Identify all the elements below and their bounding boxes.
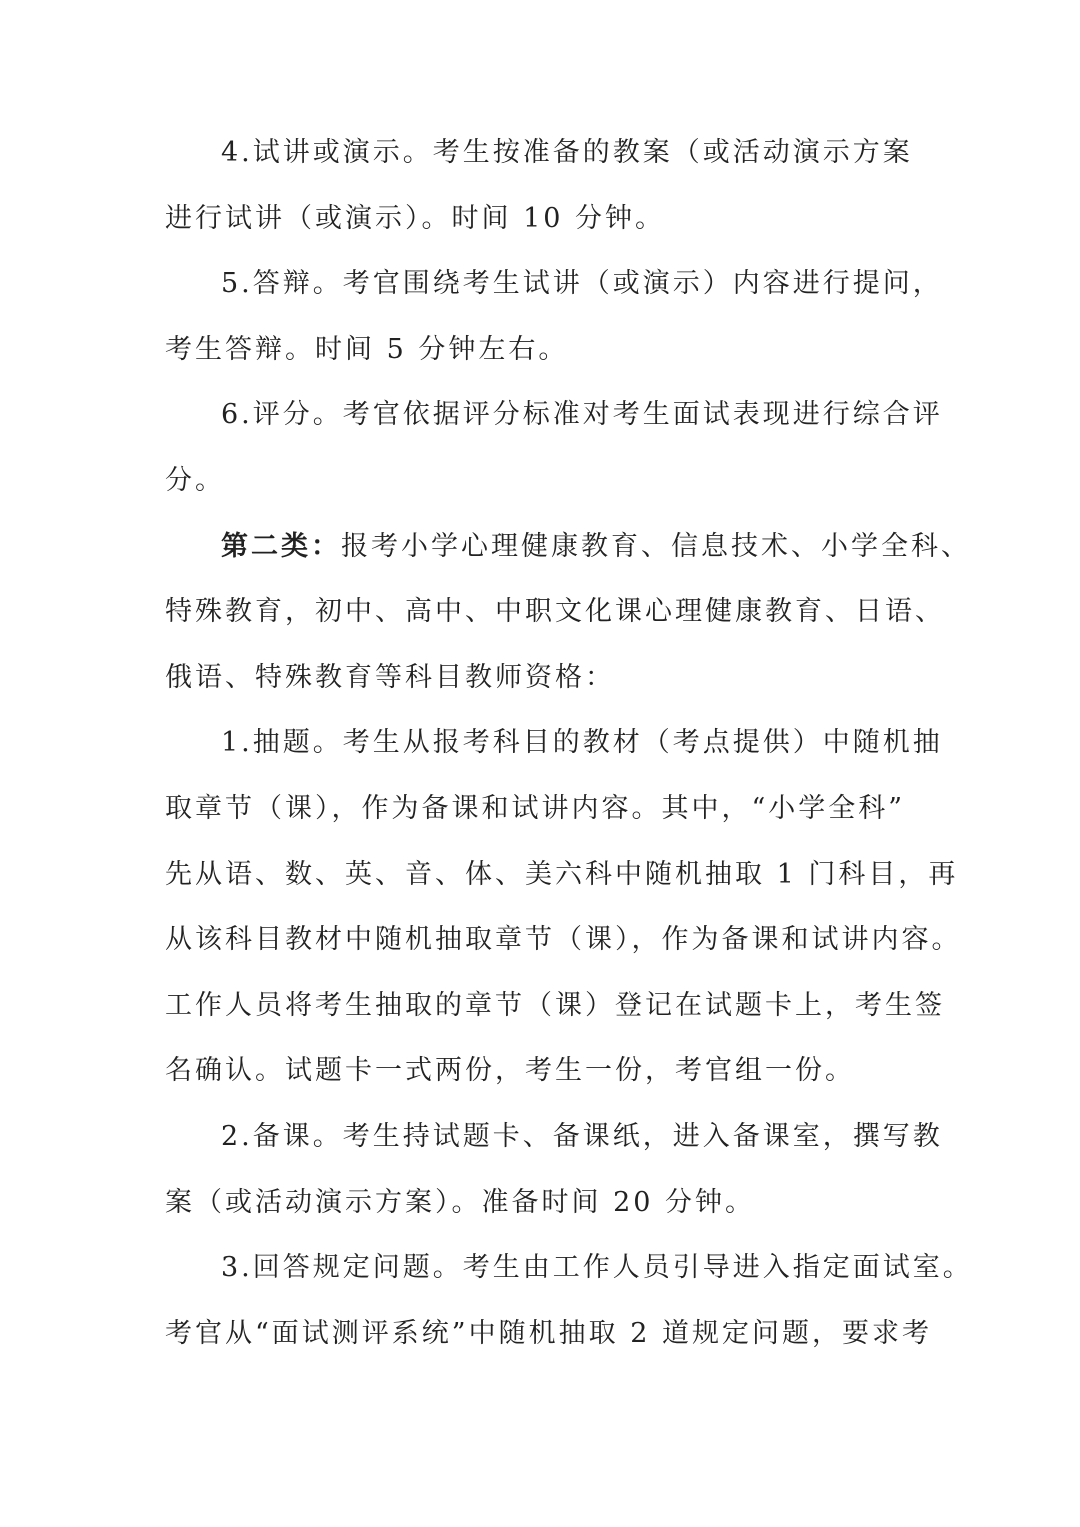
text-line: 进行试讲（或演示）。时间 10 分钟。 <box>165 202 666 234</box>
document-body <box>165 120 973 1366</box>
text-line: 取章节（课），作为备课和试讲内容。其中，“小学全科” <box>165 792 906 824</box>
text-line: 分。 <box>165 464 225 496</box>
text-line: 3.回答规定问题。考生由工作人员引导进入指定面试室。 <box>221 1252 973 1284</box>
text-line: 名确认。试题卡一式两份，考生一份，考官组一份。 <box>165 1055 855 1087</box>
text-line: 考官从“面试测评系统”中随机抽取 2 道规定问题，要求考 <box>165 1317 932 1349</box>
text-line: 6.评分。考官依据评分标准对考生面试表现进行综合评 <box>221 399 943 431</box>
section-heading-text: 报考小学心理健康教育、信息技术、小学全科、 <box>341 530 971 562</box>
text-line: 先从语、数、英、音、体、美六科中随机抽取 1 门科目，再 <box>165 858 959 890</box>
text-line: 特殊教育，初中、高中、中职文化课心理健康教育、日语、 <box>165 596 945 628</box>
text-line: 从该科目教材中随机抽取章节（课），作为备课和试讲内容。 <box>165 924 962 956</box>
text-line: 工作人员将考生抽取的章节（课）登记在试题卡上，考生签 <box>165 989 945 1021</box>
text-line: 5.答辩。考官围绕考生试讲（或演示）内容进行提问， <box>221 268 943 300</box>
text-line: 考生答辩。时间 5 分钟左右。 <box>165 333 569 365</box>
section-heading: 第二类： <box>221 530 341 562</box>
text-line: 4.试讲或演示。考生按准备的教案（或活动演示方案 <box>221 137 913 168</box>
text-line: 案（或活动演示方案）。准备时间 20 分钟。 <box>165 1186 756 1218</box>
text-line <box>165 514 971 580</box>
text-line: 1.抽题。考生从报考科目的教材（考点提供）中随机抽 <box>221 727 943 759</box>
text-line: 2.备课。考生持试题卡、备课纸，进入备课室，撰写教 <box>221 1120 943 1152</box>
text-line: 俄语、特殊教育等科目教师资格： <box>165 661 615 693</box>
